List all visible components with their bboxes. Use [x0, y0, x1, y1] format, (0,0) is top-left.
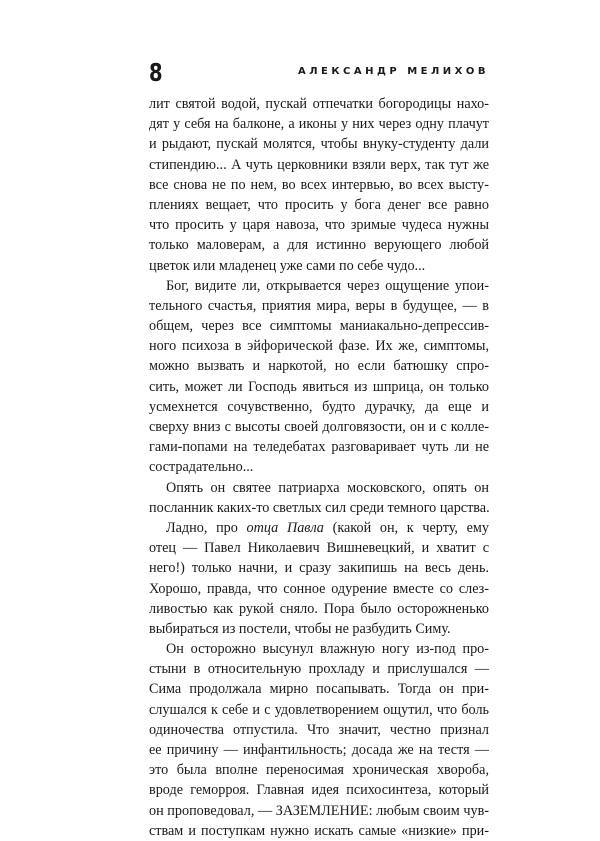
- text-line: [149, 518, 489, 538]
- text-line: плениях вещает, что просить у бога денег все равно: [149, 196, 489, 213]
- italic-name: отца Павла: [246, 519, 324, 536]
- text-line: Он осторожно высунул влажную ногу из-под про-: [166, 641, 489, 658]
- text-line: это была вполне переносимая хроническая хвороба,: [149, 762, 489, 779]
- text-line: усмехнется сочувственно, будто дурачку, да еще и: [149, 398, 489, 415]
- text-line: отец — Павел Николаевич Вишневецкий, и хватит с: [149, 540, 489, 557]
- text-line: посланник каких-то светлых сил среди темного царства.: [149, 499, 490, 516]
- text-line: что просить у царя навоза, что зримые чудеса нужны: [149, 217, 489, 234]
- text-line: Бог, видите ли, открывается через ощущение упои-: [166, 277, 489, 294]
- text-line: все снова не по нем, во всех интервью, во всех высту-: [149, 176, 489, 193]
- text-line: сить, может ли Господь явиться из шприца, он только: [149, 378, 489, 395]
- text-segment: (какой он, к черту, ему: [323, 519, 490, 536]
- text-line: слушался к себе и с удовлетворением ощутил, что боль: [149, 701, 489, 718]
- text-line: ного психоза в эйфорической фазе. Их же, симптомы,: [149, 338, 489, 355]
- text-line: Сима продолжала мирно посапывать. Тогда он при-: [149, 681, 489, 698]
- text-body: [149, 94, 489, 841]
- text-line: ствам и поступкам нужно искать самые «низкие» при-: [149, 822, 489, 839]
- text-line: гами-попами на теледебатах разговаривает чуть ли не: [149, 439, 489, 456]
- text-line: одиночества отпустила. Что значит, честно признал: [149, 721, 489, 738]
- text-line: Опять он святее патриарха московского, опять он: [166, 479, 489, 496]
- text-line: только маловерам, а для истинно верующего любой: [149, 237, 489, 254]
- text-line: сострадательно...: [149, 459, 254, 476]
- text-segment: Ладно, про: [166, 519, 247, 536]
- text-line: лит святой водой, пускай отпечатки богородицы нахо-: [149, 96, 489, 112]
- text-line: стыни в относительную прохладу и прислушался —: [149, 661, 489, 678]
- text-line: выбираться из постели, чтобы не разбудить Симу.: [149, 620, 451, 637]
- text-line: общем, через все симптомы маниакально-депрессив-: [149, 318, 489, 335]
- text-line: вроде геморроя. Главная идея психосинтеза, который: [149, 782, 489, 799]
- text-line: сверху вниз с высоты своей долговязости, он и с колле-: [149, 419, 489, 435]
- text-line: и рыдают, пускай молятся, чтобы внуку-студенту дали: [149, 136, 489, 153]
- text-line: Хорошо, правда, что сонное одурение вместе со слез-: [149, 580, 489, 597]
- text-line: ливостью как рукой сняло. Пора было осторожненько: [149, 600, 489, 617]
- text-line: он проповедовал, — ЗАЗЕМЛЕНИЕ: любым своим чув-: [149, 802, 489, 819]
- text-line: можно вызвать и наркотой, но если батюшку спро-: [149, 358, 489, 375]
- running-head: АЛЕКСАНДР МЕЛИХОВ: [297, 66, 489, 77]
- text-line: него!) только начни, и сразу закипишь на весь день.: [149, 560, 489, 577]
- text-line: цветок или младенец уже сами по себе чудо...: [149, 257, 426, 274]
- text-line: стипендию... А чуть церковники взяли верх, так тут же: [149, 156, 489, 173]
- text-line: тельного счастья, приятия мира, веры в будущее, — в: [149, 297, 489, 314]
- text-line: ее причину — инфантильность; досада же на тестя —: [149, 742, 489, 758]
- page-number: 8: [149, 58, 163, 87]
- text-line: дят у себя на балконе, а иконы у них через одну плачут: [149, 116, 489, 133]
